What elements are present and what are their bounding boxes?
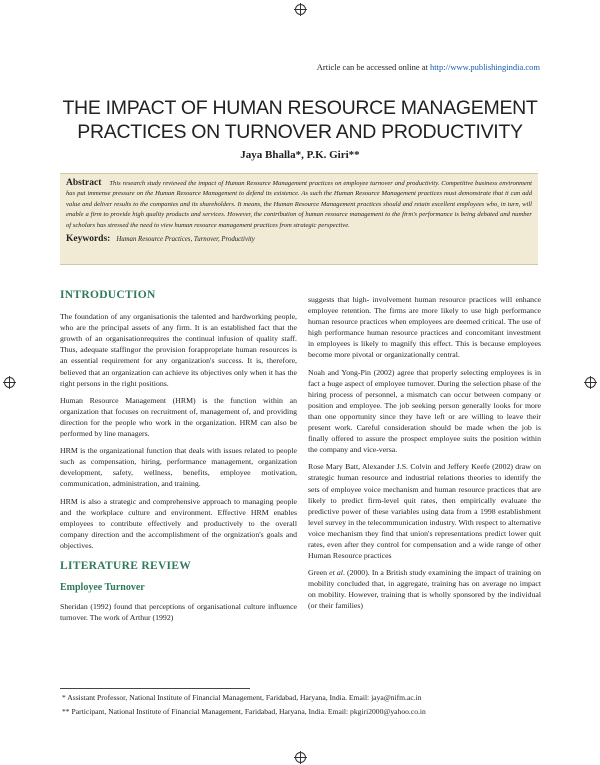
right-paragraph-4-text: . (2000). In a British study examining the impact of training on mobility concluded that, in aggregate, training has on average no impact on mobility. However, training that is wholly sponsored by the individual (or their families) [308, 568, 541, 611]
registration-mark-right-icon [585, 377, 596, 388]
footnote-1: * Assistant Professor, National Institute of Financial Management, Faridabad, Haryana, India. Email: jaya@nifm.ac.in [62, 693, 422, 702]
abstract-box [60, 173, 538, 265]
right-paragraph-1: suggests that high- involvement human resource practices will enhance employee retention. The firms are more likely to use high performance human resource practices when employees are deemed critical. The use of high performance human resource practices and concomitant investment in employees is likely to magnify this effect. This is because employees become more pivotal or organizationally central. [308, 295, 541, 360]
literature-review-heading: LITERATURE REVIEW [60, 559, 192, 572]
introduction-heading: INTRODUCTION [60, 289, 156, 301]
green-citation: Green [308, 568, 330, 578]
footnote-2: ** Participant, National Institute of Financial Management, Faridabad, Haryana, India. Email: pkgiri2000@yahoo.co.in [62, 707, 426, 716]
keywords-label: Keywords: [66, 234, 111, 245]
footnote-divider [60, 688, 250, 689]
keywords-line [66, 234, 532, 244]
registration-mark-left-icon [4, 377, 15, 388]
authors: Jaya Bhalla*, P.K. Giri** [240, 149, 360, 161]
intro-paragraph-3: HRM is the organizational function that deals with issues related to people such as compensation, hiring, performance management, organization development, safety, wellness, benefits, employee motivation, communication, administration, and training. [60, 446, 297, 489]
access-prefix: Article can be accessed online at [316, 62, 428, 72]
right-paragraph-3: Rose Mary Batt, Alexander J.S. Colvin and Jeffery Keefe (2002) draw on strategic human resource and industrial relations theories to identify the sets of employee voice mechanism and human resource practices that are likely to predict firm-level quit rates, then empirically evaluate the predictive power of these variables using data from a 1998 establishment level survey in the telecommunication industry. With respect to alternative voice mechanism they find that union's representations predict lower quit rates, even after they control for compensation and a wide range of other Human Resource practices [308, 462, 541, 561]
right-column [308, 294, 541, 618]
literature-paragraph-1: Sheridan (1992) found that perceptions of organisational culture influence turnover. The work of Arthur (1992) [60, 602, 297, 623]
intro-paragraph-4: HRM is also a strategic and comprehensive approach to managing people and the workplace culture and environment. Effective HRM enables employees to contribute effectively and productively to the overall company direction and the accomplishment of the orgnization's goals and objectives. [60, 496, 297, 550]
left-column [60, 290, 297, 629]
intro-paragraph-1: The foundation of any organisationis the talented and hardworking people, who are the principal assets of any firm. It is an established fact that the growth of an organisationrequires the continual infusion of quality staff. Thus, adequate staffingor the provision forappropriate human resources is an essential requirement for any organization's success. It is, therefore, believed that an organization can achieve its objectives only when it has the right persons in the right positions. [60, 312, 297, 388]
article-title: THE IMPACT OF HUMAN RESOURCE MANAGEMENT PRACTICES ON TURNOVER AND PRODUCTIVITY [62, 97, 538, 143]
right-paragraph-4 [308, 567, 541, 611]
footnotes [62, 691, 542, 719]
registration-mark-top-icon [295, 4, 306, 15]
right-paragraph-2: Noah and Yong-Pin (2002) agree that properly selecting employees is in fact a huge aspect of employee turnover. During the selection phase of the hiring process of personnel, a mismatch can occur between company or position and employee. The job seeking person generally looks for more than one opportunity since they have left or are willing to leave their present work. Careful consideration should be made when the job is finally offered to assure the prospect employee suits the position within the company and vice-versa. [308, 367, 541, 455]
employee-turnover-subheading: Employee Turnover [60, 582, 145, 594]
keywords-text: Human Resource Practices, Turnover, Productivity [116, 236, 255, 244]
et-al-italic: et al [329, 568, 343, 578]
abstract-label: Abstract [66, 178, 102, 188]
abstract-paragraph [66, 178, 532, 231]
intro-paragraph-2: Human Resource Management (HRM) is the function within an organization that focuses on recruitment of, management of, and providing direction for the people who work in the organization. HRM can also be performed by line managers. [60, 395, 297, 439]
access-notice [317, 62, 540, 72]
abstract-text: This research study reviewed the impact of Human Resource Management practices on employee turnover and productivity. Competitive business environment has put immense pressure on the Human Resource Management to defend its existence. As such the Human Resource Management practices must demonstrate that it can add value and deliver results to the companies and its shareholders. It means, the Human Resource Management practices should and retain excellent employees who, in turn, will enable a firm to provide high quality products and services. However, the contribution of human resource management to the firm's performance is being debated and number of scholars has stressed the need to view human resource management practices from strategic perspective. [66, 180, 532, 229]
registration-mark-bottom-icon [295, 752, 306, 763]
access-url-link[interactable]: http://www.publishingindia.com [430, 62, 540, 72]
